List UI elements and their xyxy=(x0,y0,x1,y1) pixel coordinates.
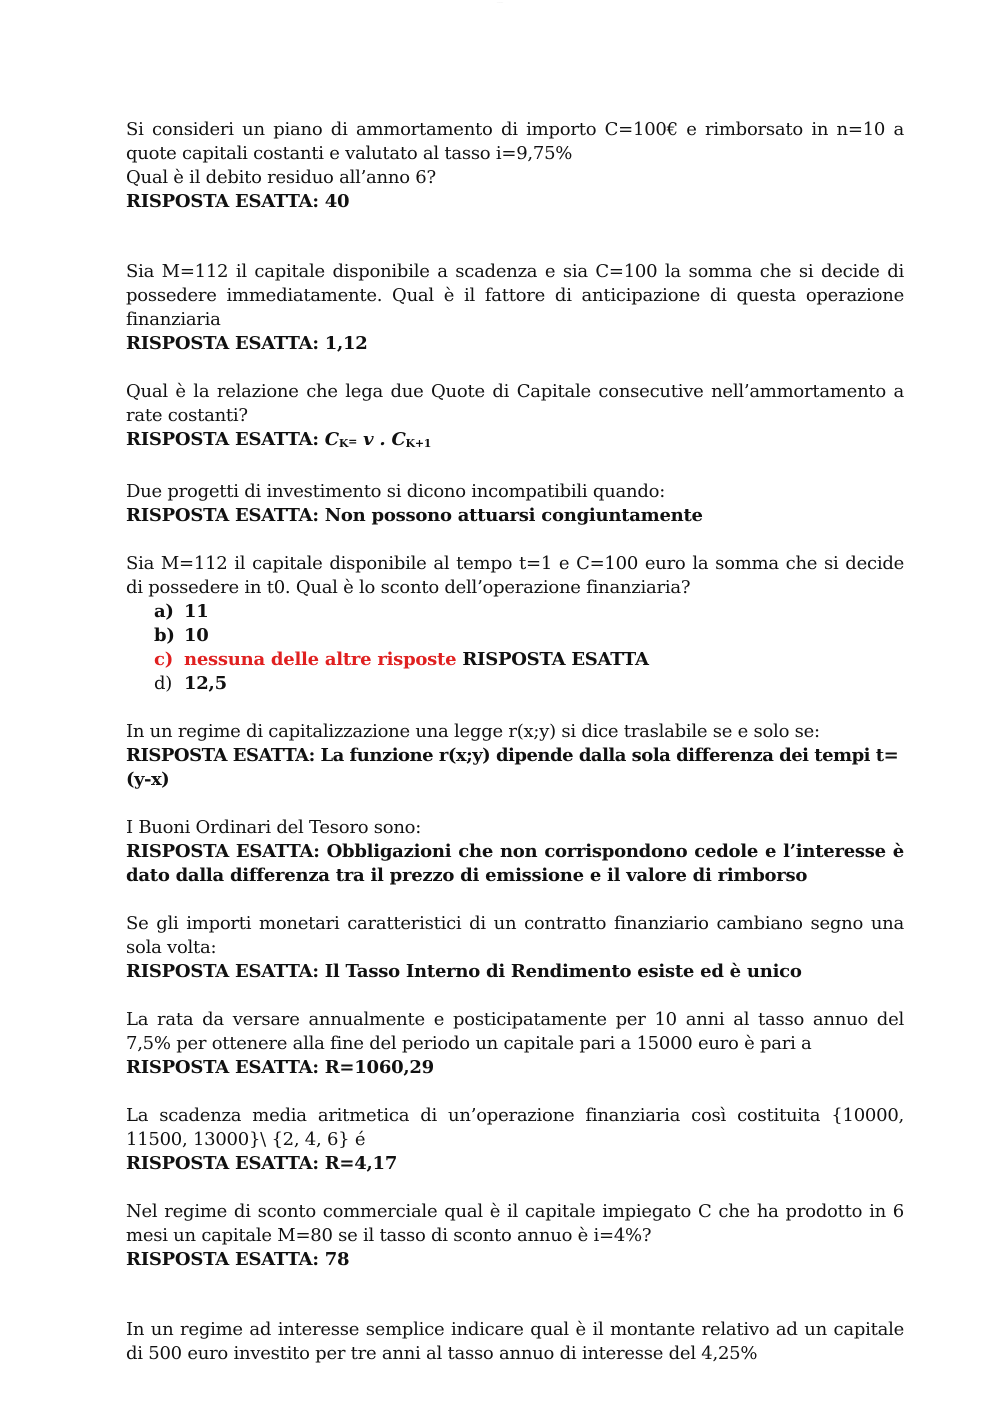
option-text: nessuna delle altre risposte xyxy=(184,649,457,670)
option-c-correct xyxy=(154,648,904,672)
question-text: Qual è la relazione che lega due Quote di Capitale consecutive nell’ammortamento a rate costanti? xyxy=(126,381,904,426)
option-text: 12,5 xyxy=(184,673,227,694)
question-7 xyxy=(126,816,904,888)
spacer xyxy=(126,792,904,816)
spacer xyxy=(126,984,904,1008)
option-label: d) xyxy=(154,673,173,694)
answer-text: RISPOSTA ESATTA: Il Tasso Interno di Rendimento esiste ed è unico xyxy=(126,961,802,982)
spacer xyxy=(126,1176,904,1200)
question-text: Sia M=112 il capitale disponibile al tempo t=1 e C=100 euro la somma che si decide di possedere in t0. Qual è lo sconto dell’operazione finanziaria? xyxy=(126,553,904,598)
question-text: In un regime di capitalizzazione una legge r(x;y) si dice traslabile se e solo se: xyxy=(126,721,820,742)
question-text: In un regime ad interesse semplice indicare qual è il montante relativo ad un capitale di 500 euro investito per tre anni al tasso annuo di interesse del 4,25% xyxy=(126,1319,904,1364)
question-4 xyxy=(126,480,904,528)
spacer xyxy=(126,456,904,480)
option-b xyxy=(154,624,904,648)
spacer xyxy=(126,888,904,912)
question-9 xyxy=(126,1008,904,1080)
document-content xyxy=(126,118,904,1366)
answer-text: RISPOSTA ESATTA: R=4,17 xyxy=(126,1153,398,1174)
question-text: Due progetti di investimento si dicono incompatibili quando: xyxy=(126,481,666,502)
spacer xyxy=(126,528,904,552)
answer-formula xyxy=(325,429,431,450)
question-text: I Buoni Ordinari del Tesoro sono: xyxy=(126,817,422,838)
formula-capital-k: C xyxy=(324,429,339,450)
question-5 xyxy=(126,552,904,696)
question-text: La scadenza media aritmetica di un’operazione finanziaria così costituita {10000, 11500, 13000}\ {2, 4, 6} é xyxy=(126,1105,904,1150)
question-text: La rata da versare annualmente e posticipatamente per 10 anni al tasso annuo del 7,5% per ottenere alla fine del periodo un capitale pari a 15000 euro è pari a xyxy=(126,1009,904,1054)
question-text: Si consideri un piano di ammortamento di importo C=100€ e rimborsato in n=10 a quote capitali costanti e valutato al tasso i=9,75% xyxy=(126,119,904,164)
question-6 xyxy=(126,720,904,792)
answer-text: RISPOSTA ESATTA: 40 xyxy=(126,191,350,212)
question-3 xyxy=(126,380,904,456)
question-8 xyxy=(126,912,904,984)
option-text: 11 xyxy=(184,601,209,622)
answer-text: RISPOSTA ESATTA: R=1060,29 xyxy=(126,1057,434,1078)
options-list xyxy=(126,600,904,696)
formula-equals: = xyxy=(348,435,358,448)
correct-answer-marker: RISPOSTA ESATTA xyxy=(462,649,649,670)
option-text: 10 xyxy=(184,625,209,646)
spacer xyxy=(126,356,904,380)
answer-text xyxy=(126,428,904,456)
question-2 xyxy=(126,260,904,356)
answer-label: RISPOSTA ESATTA: xyxy=(126,429,319,450)
answer-text: RISPOSTA ESATTA: La funzione r(x;y) dipende dalla sola differenza dei tempi t=(y-x) xyxy=(126,745,899,790)
spacer xyxy=(126,214,904,260)
formula-dot: . xyxy=(379,429,386,450)
formula-v: v xyxy=(363,429,374,450)
spacer xyxy=(126,696,904,720)
answer-text: RISPOSTA ESATTA: Obbligazioni che non corrispondono cedole e l’interesse è dato dalla differenza tra il prezzo di emissione e il valore di rimborso xyxy=(126,841,904,886)
answer-text: RISPOSTA ESATTA: 1,12 xyxy=(126,333,368,354)
option-d xyxy=(154,672,904,696)
question-11 xyxy=(126,1200,904,1272)
option-a xyxy=(154,600,904,624)
option-label: c) xyxy=(154,649,173,670)
question-text: Se gli importi monetari caratteristici di un contratto finanziario cambiano segno una sola volta: xyxy=(126,913,904,958)
question-1 xyxy=(126,118,904,214)
question-text: Nel regime di sconto commerciale qual è il capitale impiegato C che ha prodotto in 6 mesi un capitale M=80 se il tasso di sconto annuo è i=4%? xyxy=(126,1201,904,1246)
spacer xyxy=(126,1272,904,1318)
formula-capital-k1: C xyxy=(391,429,406,450)
option-label: a) xyxy=(154,601,174,622)
formula-subscript-k: K xyxy=(338,437,349,450)
page-header-mark: ······· xyxy=(496,0,504,4)
spacer xyxy=(126,1080,904,1104)
question-text-continued: Qual è il debito residuo all’anno 6? xyxy=(126,167,436,188)
question-12 xyxy=(126,1318,904,1366)
formula-subscript-k1: K+1 xyxy=(405,437,432,450)
question-text: Sia M=112 il capitale disponibile a scadenza e sia C=100 la somma che si decide di possedere immediatamente. Qual è il fattore di anticipazione di questa operazione finanziaria xyxy=(126,261,904,330)
answer-text: RISPOSTA ESATTA: Non possono attuarsi congiuntamente xyxy=(126,505,703,526)
question-10 xyxy=(126,1104,904,1176)
option-label: b) xyxy=(154,625,175,646)
answer-text: RISPOSTA ESATTA: 78 xyxy=(126,1249,350,1270)
